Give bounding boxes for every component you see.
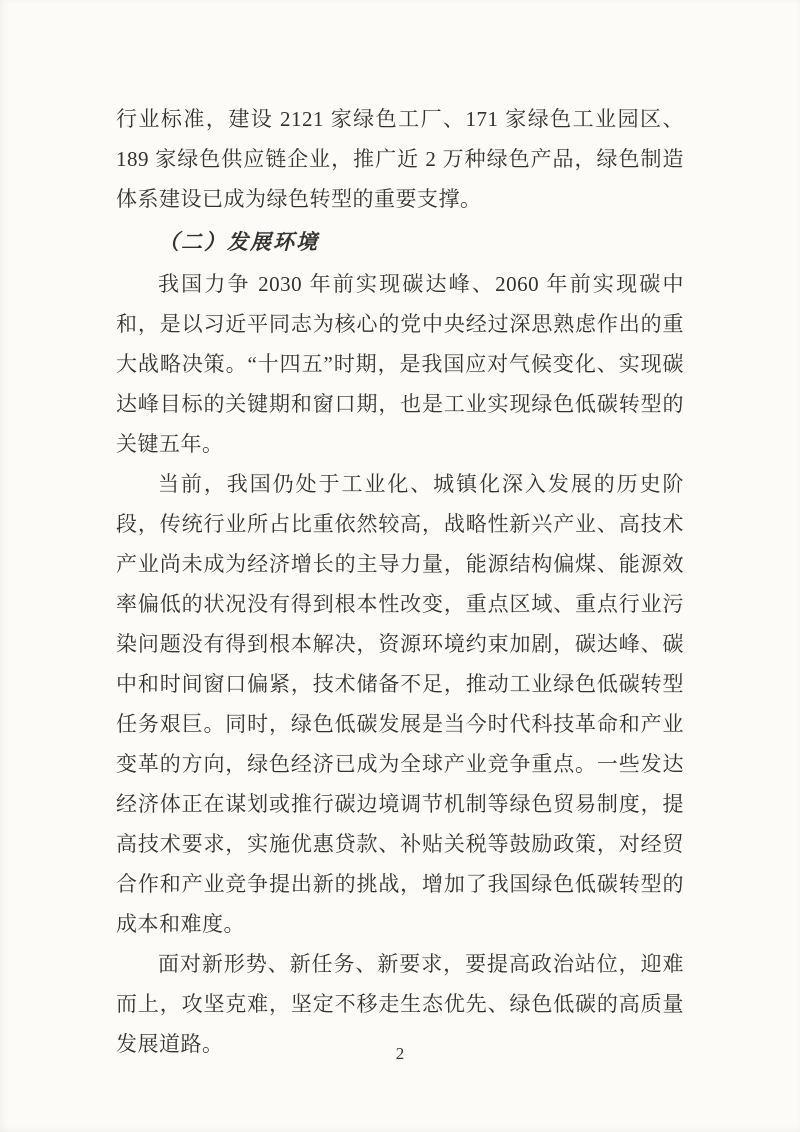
page-number: 2 — [395, 1044, 405, 1063]
paragraph: 当前，我国仍处于工业化、城镇化深入发展的历史阶段，传统行业所占比重依然较高，战略性新兴产业、高技术产业尚未成为经济增长的主导力量，能源结构偏煤、能源效率偏低的状况没有得到根本性改变，重点区域、重点行业污染问题没有得到根本解决，资源环境约束加剧，碳达峰、碳中和时间窗口偏紧，技术储备不足，推动工业绿色低碳转型任务艰巨。同时，绿色低碳发展是当今时代科技革命和产业变革的方向，绿色经济已成为全球产业竞争重点。一些发达经济体正在谋划或推行碳边境调节机制等绿色贸易制度，提高技术要求，实施优惠贷款、补贴关税等鼓励政策，对经贸合作和产业竞争提出新的挑战，增加了我国绿色低碳转型的成本和难度。 — [116, 472, 684, 936]
page-content — [116, 99, 684, 1064]
paragraph: 我国力争 2030 年前实现碳达峰、2060 年前实现碳中和，是以习近平同志为核心的党中央经过深思熟虑作出的重大战略决策。“十四五”时期，是我国应对气候变化、实现碳达峰目标的关键期和窗口期，也是工业实现绿色低碳转型的关键五年。 — [116, 272, 684, 456]
paragraph: 面对新形势、新任务、新要求，要提高政治站位，迎难而上，攻坚克难，坚定不移走生态优先、绿色低碳的高质量发展道路。 — [116, 952, 684, 1056]
section-heading: （二）发展环境 — [158, 230, 319, 254]
paragraph-continuation: 行业标准，建设 2121 家绿色工厂、171 家绿色工业园区、189 家绿色供应链企业，推广近 2 万种绿色产品，绿色制造体系建设已成为绿色转型的重要支撑。 — [116, 107, 684, 211]
